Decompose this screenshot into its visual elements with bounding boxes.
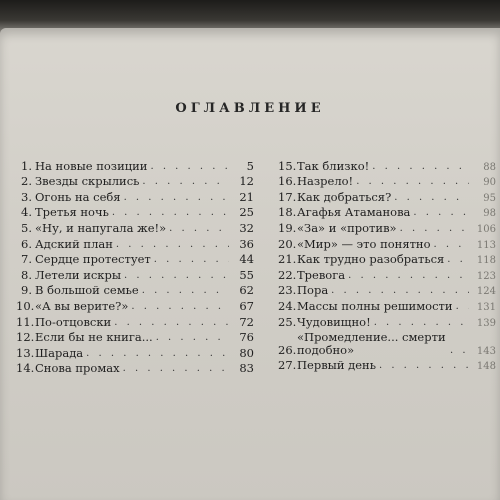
toc-entry: 5. «Ну, и напугала же!» . . . 32 <box>16 219 254 235</box>
toc-entry: 4. Третья ночь . . . 25 <box>16 204 254 220</box>
toc-entry: 1. На новые позиции . . . 5 <box>16 157 254 173</box>
toc-entry: 11. По-отцовски . . . 72 <box>16 313 254 329</box>
toc-entry: 22. Тревога . . . 123 <box>278 266 496 282</box>
toc-entry: 20. «Мир» — это понятно . . . 113 <box>278 235 496 251</box>
toc-entry: 27. Первый день . . . 148 <box>278 357 496 373</box>
toc-entry: 13. Шарада . . . 80 <box>16 344 254 360</box>
toc-entry: 10. «А вы верите?» . . . 67 <box>16 297 254 313</box>
toc-entry: 9. В большой семье . . . 62 <box>16 282 254 298</box>
toc-entry: 14. Снова промах . . . 83 <box>16 360 254 376</box>
toc-entry: 16. Назрело! . . . 90 <box>278 173 496 189</box>
toc-column-right <box>278 157 496 372</box>
page-title: ОГЛАВЛЕНИЕ <box>175 101 325 116</box>
toc-entry: 8. Летели искры . . . 55 <box>16 266 254 282</box>
toc-entry: 18. Агафья Атаманова . . . 98 <box>278 204 496 220</box>
toc-entry: 21. Как трудно разобраться . . . 118 <box>278 251 496 267</box>
toc-column-left <box>16 157 254 375</box>
toc-entry: 24. Массы полны решимости . . . 131 <box>278 297 496 313</box>
toc-entry: 2. Звезды скрылись . . . 12 <box>16 173 254 189</box>
toc-entry: 19. «За» и «против» . . . 106 <box>278 219 496 235</box>
toc-entry: 3. Огонь на себя . . . 21 <box>16 188 254 204</box>
toc-entry: 23. Пора . . . 124 <box>278 282 496 298</box>
toc-entry: 15. Так близко! . . . 88 <box>278 157 496 173</box>
toc-entry: 25. Чудовищно! . . . 139 <box>278 313 496 329</box>
toc-entry: 26. «Промедление... смерти подобно» . . . 143 <box>278 329 496 357</box>
toc-entry: 6. Адский план . . . 36 <box>16 235 254 251</box>
toc-entry: 17. Как добраться? . . . 95 <box>278 188 496 204</box>
toc-entry: 7. Сердце протестует . . . 44 <box>16 251 254 267</box>
toc-entry: 12. Если бы не книга... . . . 76 <box>16 329 254 345</box>
